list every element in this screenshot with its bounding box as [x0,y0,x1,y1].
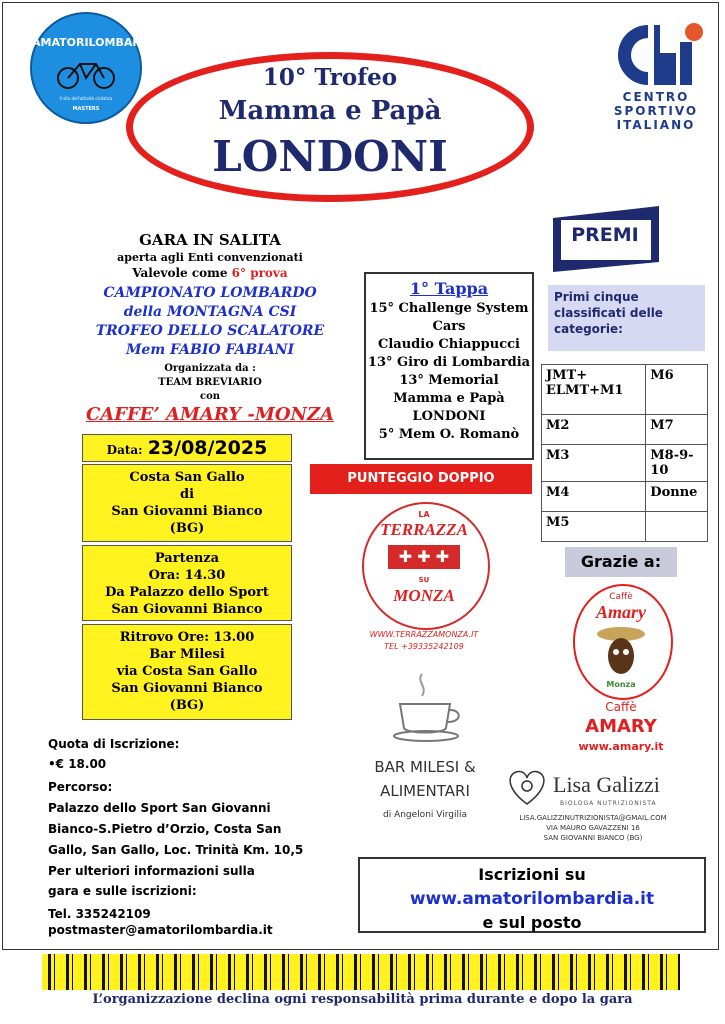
tappa-line: LONDONI [412,409,486,424]
ritrovo-line: Ritrovo Ore: 13.00 [119,630,255,645]
barcode-strip [42,954,680,990]
gara-valevole [70,266,350,280]
date-label: Data: [106,443,143,457]
lisa-email: LISA.GALIZZINUTRIZIONISTA@GMAIL.COM [519,814,667,822]
logo-name: AMATORILOMBARDIA [32,36,163,49]
trofeo-name: LONDONI [212,132,448,181]
amary-logo-name: Amary [595,602,646,622]
partenza-line: Partenza [154,551,220,566]
ritrovo-line: San Giovanni Bianco [111,681,263,696]
lisa-role: BIOLOGA NUTRIZIONISTA [560,800,657,807]
percorso-block [48,777,358,861]
csi-line1: CENTRO [622,90,690,104]
table-cell: M6 [646,365,708,415]
gara-title: GARA IN SALITA [139,231,281,249]
ritrovo-box [82,624,292,720]
table-cell: M5 [542,512,646,542]
table-row [542,445,708,482]
luogo-line: Costa San Gallo [129,470,245,485]
amary-name: AMARY [585,716,657,737]
terrazza-su: SU [418,576,430,584]
luogo-line: San Giovanni Bianco [111,504,263,519]
iscrizioni-box [358,857,706,933]
tappa-title: 1° Tappa [409,279,489,298]
terrazza-name: TERRAZZA [380,520,468,539]
campionato-line2: della MONTAGNA CSI [123,304,297,320]
organizzata-label: Organizzata da : [164,363,256,374]
caffe-amary-title: CAFFE’ AMARY -MONZA [85,404,335,425]
valevole-prova: 6° prova [231,266,288,280]
table-row [542,512,708,542]
trofeo-title: 10° Trofeo [262,64,398,91]
percorso-line: Gallo, San Gallo, Loc. Trinità Km. 10,5 [48,843,304,857]
partenza-line: Da Palazzo dello Sport [105,585,269,600]
table-cell: M4 [542,482,646,512]
table-cell: M7 [646,415,708,445]
punteggio-banner: PUNTEGGIO DOPPIO [310,464,532,494]
premi-label: PREMI [571,224,639,246]
ritrovo-line: Bar Milesi [149,647,225,662]
categories-table [541,364,708,542]
date-value: 23/08/2025 [147,437,268,459]
tappa-line: Mamma e Papà [393,391,505,406]
table-cell: Donne [646,482,708,512]
campionato-line1: CAMPIONATO LOMBARDO [103,285,317,301]
amary-caffe: Caffè [605,700,637,714]
lisa-name: Lisa Galizzi [553,772,660,797]
info-line: gara e sulle iscrizioni: [48,884,197,898]
ritrovo-line: via Costa San Gallo [116,664,258,679]
iscrizioni-web-link[interactable]: www.amatorilombardia.it [409,889,655,909]
percorso-line: Bianco-S.Pietro d’Orzio, Costa San [48,822,282,836]
csi-line2: SPORTIVO [613,104,699,118]
tappa-line: 5° Mem O. Romanò [378,427,520,442]
bicycle-icon [56,54,116,90]
tappa-line: 15° Challenge System [369,301,529,316]
terrazza-cross-icon: ✚ ✚ ✚ [388,545,460,569]
table-cell: JMT+ ELMT+M1 [542,365,646,415]
partenza-line: San Giovanni Bianco [111,602,263,617]
campionato-line4: Mem FABIO FABIANI [125,342,295,358]
ritrovo-line: (BG) [169,698,205,713]
terrazza-city: MONZA [393,586,455,605]
tappa-line: Claudio Chiappucci [378,337,520,352]
amary-web: www.amary.it [578,740,664,753]
tappa-line: 13° Memorial [399,373,499,388]
table-cell: M3 [542,445,646,482]
amary-logo-city: Monza [606,680,636,689]
footer-disclaimer: L’organizzazione declina ogni responsabilità prima durante e dopo la gara [92,992,633,1007]
luogo-line: di [179,487,195,502]
amatorilombardia-logo [30,12,163,124]
table-cell: M8-9-10 [646,445,708,482]
tappa-line: 13° Giro di Lombardia [367,355,531,370]
percorso-line: Palazzo dello Sport San Giovanni [48,801,271,815]
lisa-address1: VIA MAURO GAVAZZENI 16 [546,824,640,832]
campionato-line3: TROFEO DELLO SCALATORE [95,323,325,339]
amary-logo-caffe: Caffè [609,592,633,602]
csi-line3: ITALIANO [616,118,696,132]
bar-milesi-line1: BAR MILESI & [374,758,476,776]
logo-tagline: Il sito dell'attività ciclistica [59,96,113,101]
table-row [542,415,708,445]
bar-milesi-line2: ALIMENTARI [380,782,470,800]
tappa-line: Cars [432,319,466,334]
coffee-cup-icon [392,672,464,744]
iscrizioni-line1: Iscrizioni su [478,865,586,884]
partenza-line: Ora: 14.30 [148,568,226,583]
quota-block [48,734,358,774]
date-box [82,434,292,462]
terrazza-la: LA [418,510,430,519]
quota-label: Quota di Iscrizione: [48,737,180,751]
percorso-label: Percorso: [48,780,113,794]
team-name: TEAM BREVIARIO [158,377,262,388]
info-block [48,861,358,901]
primi-text: Primi cinque classificati delle categorie: [554,290,663,336]
valevole-text: Valevole come [132,266,232,280]
contact-block [48,906,358,938]
table-cell [646,512,708,542]
coffee-bean-mascot-icon [596,624,646,676]
grazie-label: Grazie a: [565,547,677,577]
con-label: con [199,391,221,402]
table-cell: M2 [542,415,646,445]
contact-tel[interactable]: Tel. 335242109 [48,907,151,921]
csi-logo-icon [608,20,708,90]
table-row [542,365,708,415]
lisa-address2: SAN GIOVANNI BIANCO (BG) [543,834,643,842]
gara-aperta: aperta agli Enti convenzionati [117,251,303,264]
contact-email[interactable]: postmaster@amatorilombardia.it [48,923,273,937]
bar-milesi-line3: di Angeloni Virgilia [383,810,467,820]
luogo-line: (BG) [169,521,205,536]
iscrizioni-line3: e sul posto [482,913,582,932]
quota-value: •€ 18.00 [48,757,107,771]
primi-note [548,285,705,351]
info-line: Per ulteriori informazioni sulla [48,864,255,878]
luogo-box [82,464,292,542]
partenza-box [82,545,292,621]
terrazza-tel: TEL +39335242109 [384,642,464,651]
nutrition-heart-icon [504,764,550,810]
trofeo-subtitle: Mamma e Papà [218,96,442,126]
logo-masters: MASTERS [72,106,100,112]
terrazza-web: WWW.TERRAZZAMONZA.IT [369,630,479,639]
tappa-box [364,272,534,460]
table-row [542,482,708,512]
